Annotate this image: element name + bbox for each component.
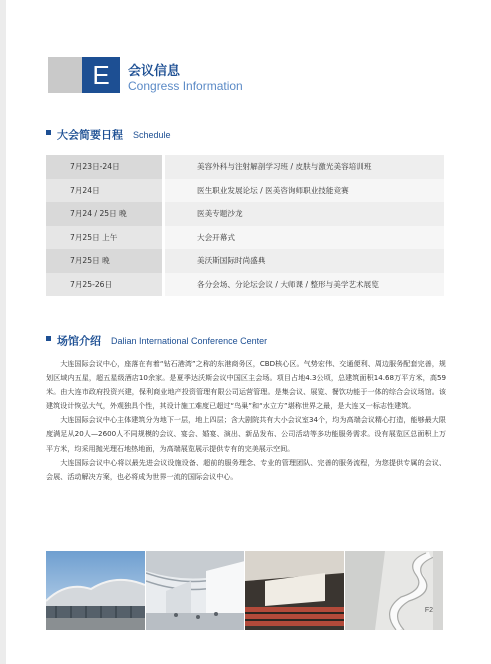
schedule-date: 7月25日 晚 xyxy=(46,249,162,273)
interior-hall-photo xyxy=(146,551,245,630)
table-row xyxy=(46,202,444,226)
schedule-event: 大会开幕式 xyxy=(165,226,444,250)
venue-heading-en: Dalian International Conference Center xyxy=(111,335,268,346)
schedule-date: 7月25-26日 xyxy=(46,273,162,297)
schedule-date: 7月24日 xyxy=(46,179,162,203)
floor-label: F2 xyxy=(424,607,433,614)
header-grey-block xyxy=(48,57,84,93)
schedule-heading-cn: 大会简要日程 xyxy=(57,128,123,142)
schedule-event: 美容外科与注射解剖学习班 / 皮肤与激光美容培训班 xyxy=(165,155,444,179)
schedule-event: 各分会场、分论坛会议 / 大师课 / 整形与美学艺术展览 xyxy=(165,273,444,297)
table-row xyxy=(46,179,444,203)
schedule-date: 7月23日-24日 xyxy=(46,155,162,179)
schedule-heading xyxy=(46,124,171,143)
table-row xyxy=(46,249,444,273)
schedule-heading-en: Schedule xyxy=(133,129,171,140)
table-row xyxy=(46,226,444,250)
spiral-staircase-photo xyxy=(345,551,444,630)
venue-paragraph: 大连国际会议中心，座落在有着“钻石港湾”之称的东港商务区，CBD核心区。气势宏伟、交通便利、周边服务配套完善，规划区域内五星，超五星级酒店10余家。是夏季达沃斯会议中国区主会场。项目占地4.3公顷，总建筑面积14.68万平方米，高59米。由大连市政府投资兴建，保利商业地产投资管理有限公司运营管理。是集会议、展览、餐饮功能于一体的综合会议场馆。该建筑设计恢弘大气，外观独具个性，其设计施工难度已超过“鸟巢”和“水立方”堪称世界之最，是大连又一标志性建筑。 xyxy=(46,359,446,411)
section-letter-badge: E xyxy=(82,57,120,93)
venue-heading-cn: 场馆介绍 xyxy=(57,334,101,348)
schedule-table xyxy=(46,155,444,296)
left-margin-bar xyxy=(0,0,6,664)
table-row xyxy=(46,273,444,297)
venue-description xyxy=(46,357,446,484)
schedule-event: 美沃斯国际时尚盛典 xyxy=(165,249,444,273)
building-exterior-photo xyxy=(46,551,145,630)
venue-paragraph: 大连国际会议中心主体建筑分为地下一层，地上四层；含大剧院共有大小会议室34个，均为高端会议精心打造，能够最大限度满足从20人—2600人不同规模的会议、宴会、婚宴、演出、新品发布、公司活动等多功能服务需求。设有展览区总面积上万平方米，均采用抛光理石地热地面，为高端展览展示提供专有的完美展示空间。 xyxy=(46,415,446,453)
venue-heading xyxy=(46,330,267,349)
photo-strip xyxy=(46,551,444,630)
square-bullet-icon xyxy=(46,336,51,341)
venue-paragraph: 大连国际会议中心将以最先进会议设施设备、超前的服务理念、专业的管理团队、完善的服务流程，为您提供专属的会议、会展、活动解决方案，也必将成为世界一流的国际会议中心。 xyxy=(46,457,446,481)
schedule-event: 医生职业发展论坛 / 医美咨询师职业技能竞赛 xyxy=(165,179,444,203)
page-title: 会议信息 xyxy=(128,64,181,79)
auditorium-photo xyxy=(245,551,344,630)
table-row xyxy=(46,155,444,179)
schedule-date: 7月25日 上午 xyxy=(46,226,162,250)
schedule-date: 7月24 / 25日 晚 xyxy=(46,202,162,226)
schedule-event: 医美专题沙龙 xyxy=(165,202,444,226)
page-subtitle: Congress Information xyxy=(128,79,243,93)
square-bullet-icon xyxy=(46,130,51,135)
